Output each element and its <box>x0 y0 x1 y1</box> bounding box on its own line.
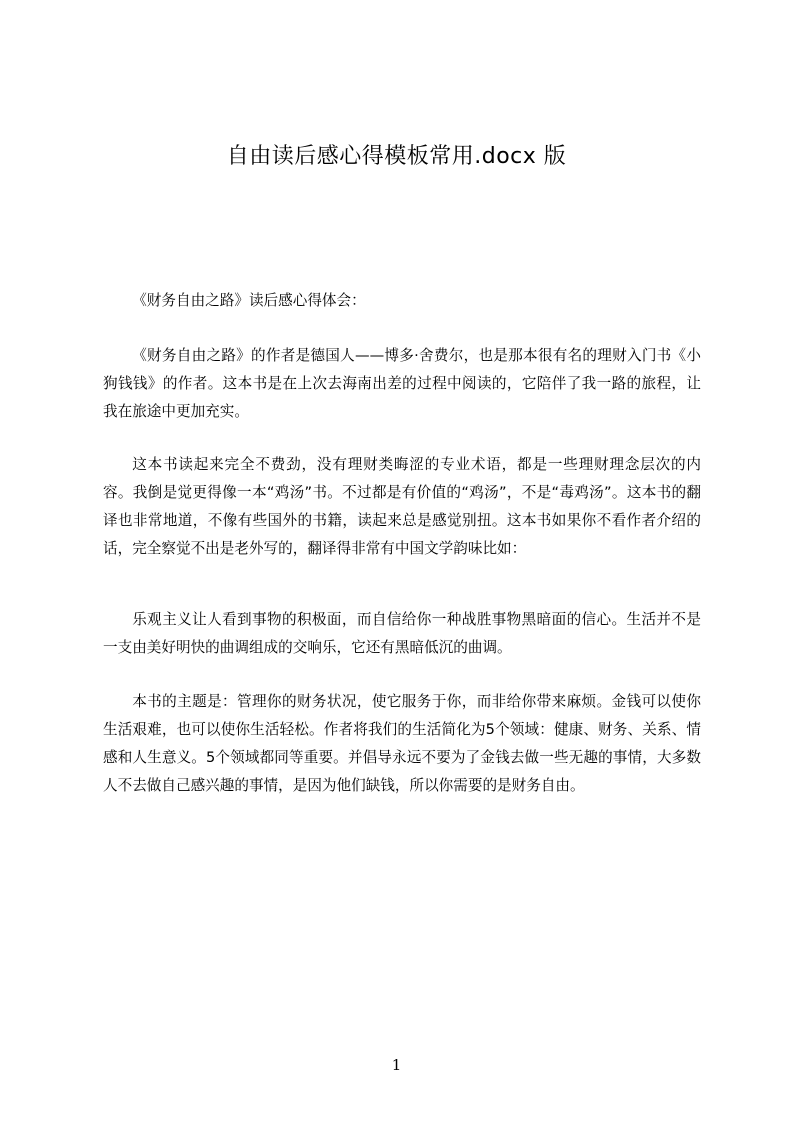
page-number: 1 <box>391 1056 402 1074</box>
section-subtitle: 《财务自由之路》读后感心得体会： <box>132 292 366 309</box>
document-title: 自由读后感心得模板常用.docx 版 <box>226 144 567 169</box>
paragraph-4: 本书的主题是：管理你的财务状况，使它服务于你，而非给你带来麻烦。金钱可以使你生活艰难，也可以使你生活轻松。作者将我们的生活简化为5个领域：健康、财务、关系、情感和人生意义。5个领域都同等重要。并倡导永远不要为了金钱去做一些无趣的事情，大多数人不去做自己感兴趣的事情，是因为他们缺钱，所以你需要的是财务自由。 <box>103 693 701 794</box>
paragraph-2: 这本书读起来完全不费劲，没有理财类晦涩的专业术语，都是一些理财理念层次的内容。我倒是觉更得像一本“鸡汤”书。不过都是有价值的“鸡汤”，不是“毒鸡汤”。这本书的翻译也非常地道，不像有些国外的书籍，读起来总是感觉别扭。这本书如果你不看作者介绍的话，完全察觉不出是老外写的，翻译得非常有中国文学韵味比如： <box>103 456 701 557</box>
paragraph-1: 《财务自由之路》的作者是德国人——博多·舍费尔，也是那本很有名的理财入门书《小狗钱钱》的作者。这本书是在上次去海南出差的过程中阅读的，它陪伴了我一路的旅程，让我在旅途中更加充实。 <box>103 347 701 420</box>
paragraph-3: 乐观主义让人看到事物的积极面，而自信给你一种战胜事物黑暗面的信心。生活并不是一支由美好明快的曲调组成的交响乐，它还有黑暗低沉的曲调。 <box>103 611 701 656</box>
